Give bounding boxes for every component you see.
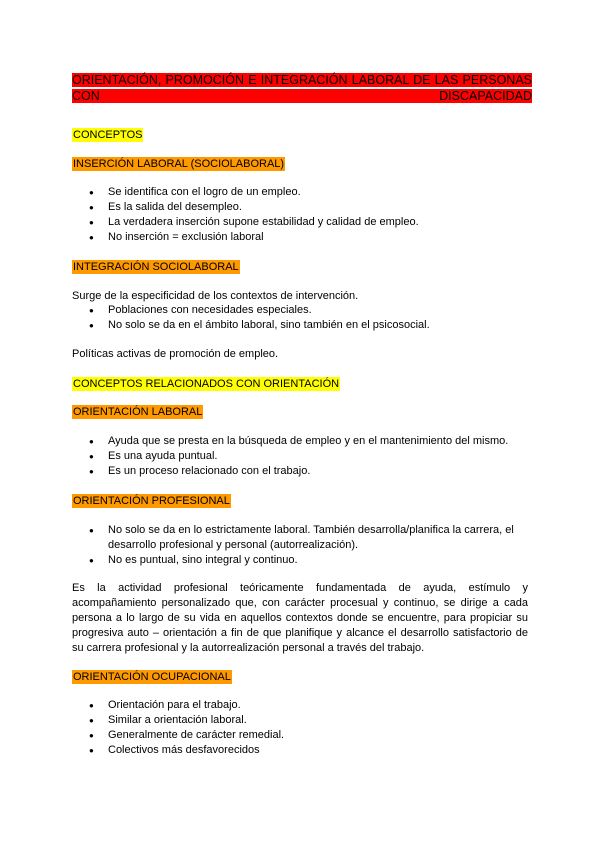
list-item [72, 185, 532, 200]
list-item-text: Es un proceso relacionado con el trabajo. [108, 465, 311, 477]
list-item [72, 464, 532, 479]
heading-text: ORIENTACIÓN PROFESIONAL [73, 495, 230, 507]
heading-orientacion-laboral [72, 405, 203, 419]
insercion-list [72, 185, 532, 245]
heading-text: INSERCIÓN LABORAL (SOCIOLABORAL) [73, 158, 285, 170]
section-heading-conceptos [72, 128, 143, 142]
list-item-text: La verdadera inserción supone estabilidad y calidad de empleo. [108, 216, 419, 228]
list-item-text: Generalmente de carácter remedial. [108, 729, 285, 741]
list-item [72, 200, 532, 215]
ocupacional-list [72, 698, 532, 758]
list-item [72, 215, 532, 230]
document-title [72, 72, 532, 104]
heading-text: ORIENTACIÓN LABORAL [73, 406, 203, 418]
heading-orientacion-ocupacional [72, 670, 232, 684]
bullet-icon: ● [89, 467, 94, 476]
laboral-list [72, 434, 532, 479]
heading-text: ORIENTACIÓN OCUPACIONAL [73, 671, 231, 683]
section-heading-text: CONCEPTOS [73, 129, 143, 141]
list-item-text: No solo se da en lo estrictamente laboral. También desarrolla/planifica la carrera, el desarrollo profesional y personal (autorrealización). [108, 524, 514, 551]
list-item-text: Es una ayuda puntual. [108, 450, 218, 462]
list-item-text: Orientación para el trabajo. [108, 699, 241, 711]
list-item [72, 449, 532, 464]
list-item [72, 713, 532, 728]
heading-integracion-sociolaboral [72, 260, 240, 274]
list-item [72, 434, 532, 449]
profesional-list [72, 523, 532, 568]
section-heading-relacionados [72, 377, 340, 391]
bullet-icon: ● [89, 452, 94, 461]
integracion-intro: Surge de la especificidad de los contextos de intervención. [72, 290, 359, 302]
bullet-icon: ● [89, 306, 94, 315]
list-item [72, 230, 532, 245]
bullet-icon: ● [89, 556, 94, 565]
list-item [72, 318, 532, 333]
list-item [72, 523, 532, 553]
bullet-icon: ● [89, 437, 94, 446]
list-item-text: Ayuda que se presta en la búsqueda de empleo y en el mantenimiento del mismo. [108, 435, 509, 447]
bullet-icon: ● [89, 188, 94, 197]
list-item-text: Similar a orientación laboral. [108, 714, 247, 726]
list-item-text: Se identifica con el logro de un empleo. [108, 186, 301, 198]
bullet-icon: ● [89, 731, 94, 740]
integracion-list [72, 303, 532, 333]
list-item-text: Poblaciones con necesidades especiales. [108, 304, 312, 316]
heading-insercion-laboral [72, 157, 285, 171]
politicas-paragraph: Políticas activas de promoción de empleo. [72, 348, 279, 360]
list-item [72, 728, 532, 743]
heading-orientacion-profesional [72, 494, 231, 508]
list-item [72, 743, 532, 758]
bullet-icon: ● [89, 716, 94, 725]
list-item [72, 553, 532, 568]
section-heading-text: CONCEPTOS RELACIONADOS CON ORIENTACIÓN [73, 378, 340, 390]
list-item-text: Es la salida del desempleo. [108, 201, 242, 213]
list-item-text: Colectivos más desfavorecidos [108, 744, 260, 756]
bullet-icon: ● [89, 321, 94, 330]
heading-text: INTEGRACIÓN SOCIOLABORAL [73, 261, 239, 273]
bullet-icon: ● [89, 233, 94, 242]
bullet-icon: ● [89, 526, 94, 535]
bullet-icon: ● [89, 746, 94, 755]
list-item-text: No solo se da en el ámbito laboral, sino también en el psicosocial. [108, 319, 430, 331]
bullet-icon: ● [89, 701, 94, 710]
title-text: ORIENTACIÓN, PROMOCIÓN E INTEGRACIÓN LABORAL DE LAS PERSONAS CON DISCAPACIDAD [72, 73, 532, 103]
list-item-text: No es puntual, sino integral y continuo. [108, 554, 298, 566]
list-item-text: No inserción = exclusión laboral [108, 231, 264, 243]
list-item [72, 303, 532, 318]
profesional-definition: Es la actividad profesional teóricamente fundamentada de ayuda, estímulo y acompañamiento personalizado que, con carácter procesual y continuo, se dirige a cada persona a lo largo de su vida en aquellos contextos donde se encuentre, para propiciar su progresiva auto – orientación a fin de que planifique y alcance el desarrollo satisfactorio de su carrera profesional y la autorrealización personal a través del trabajo. [72, 582, 528, 654]
bullet-icon: ● [89, 203, 94, 212]
list-item [72, 698, 532, 713]
bullet-icon: ● [89, 218, 94, 227]
